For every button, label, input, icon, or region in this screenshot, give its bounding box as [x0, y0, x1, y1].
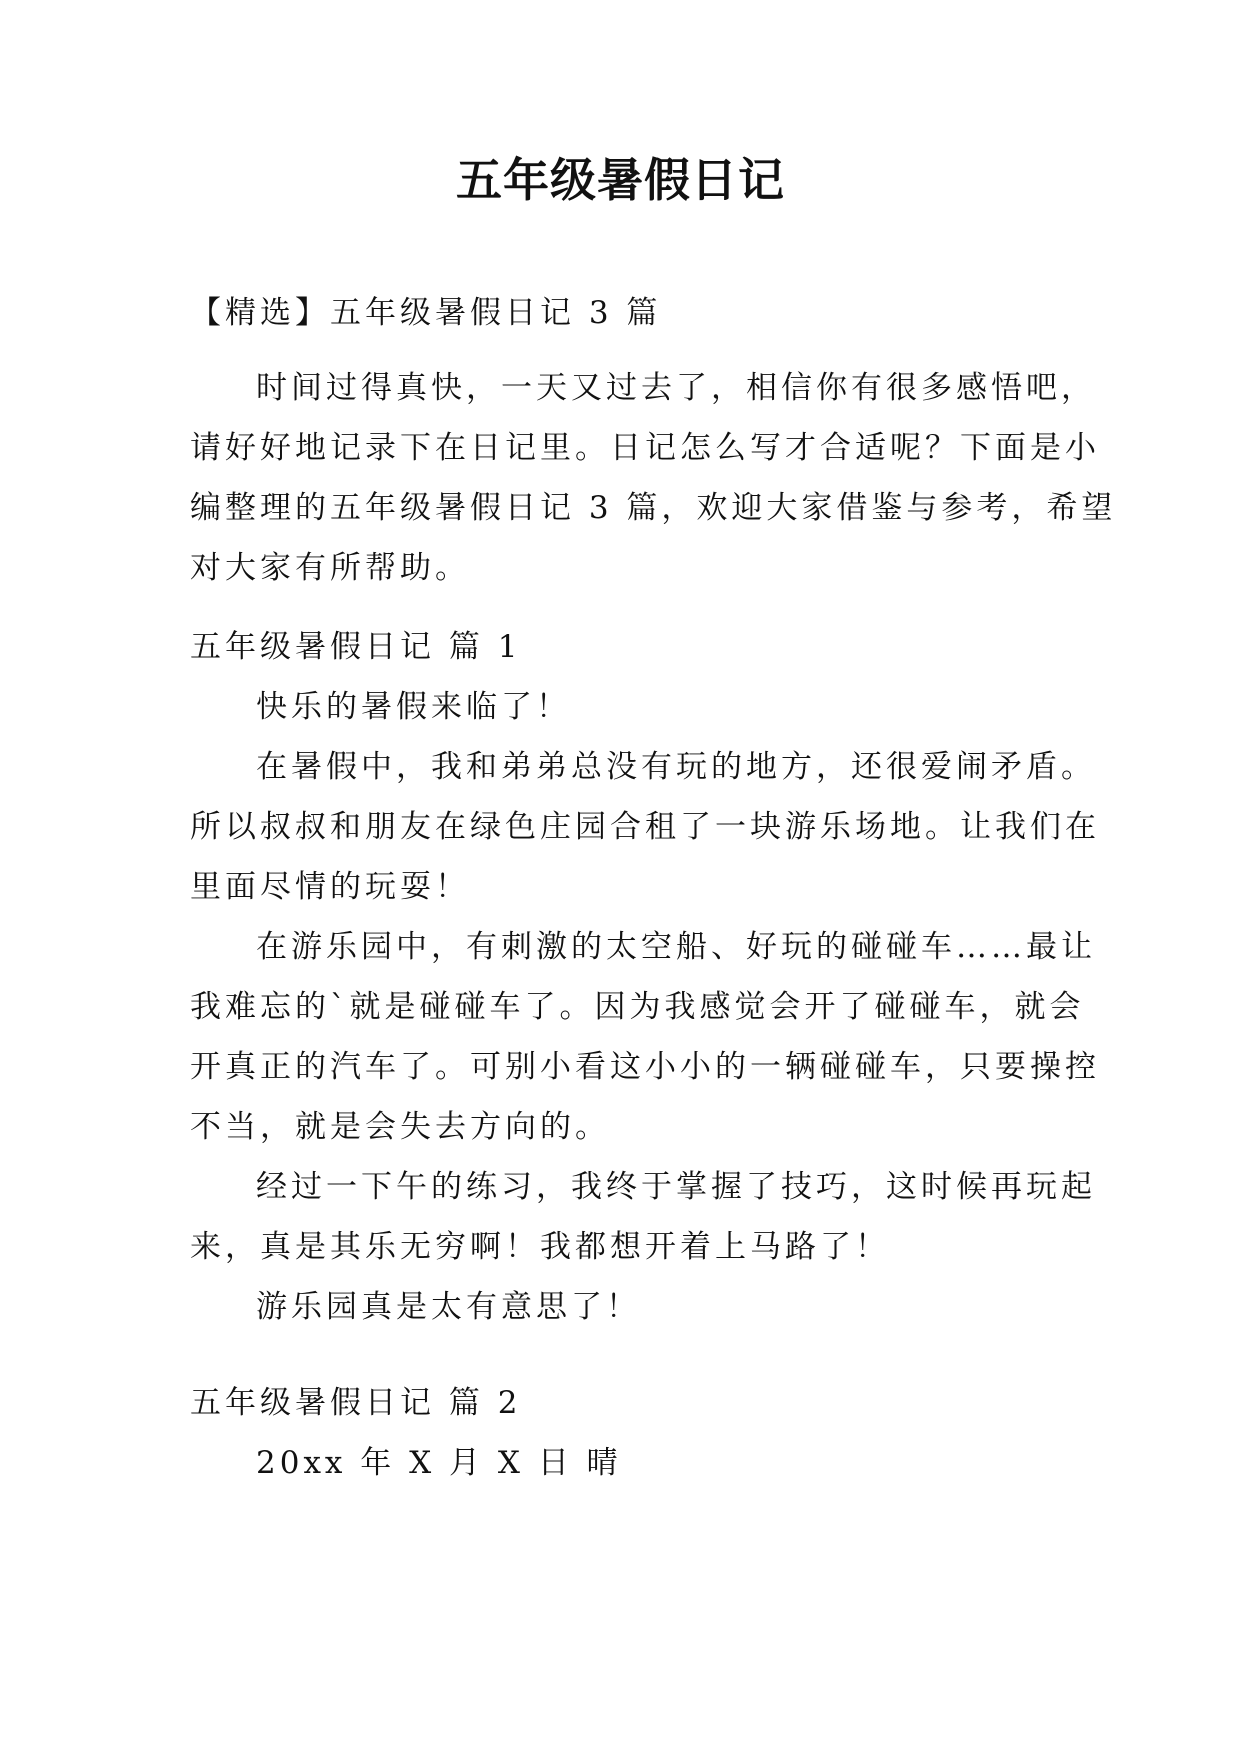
- intro-paragraph: [190, 358, 1117, 598]
- section-1: [190, 617, 1100, 1337]
- body-line: 在暑假中，我和弟弟总没有玩的地方，还很爱闹矛盾。: [256, 749, 1096, 785]
- body-line: 里面尽情的玩耍！: [190, 869, 470, 905]
- section-2: [190, 1373, 1060, 1493]
- document-subtitle-block: [190, 283, 1060, 343]
- body-line: 游乐园真是太有意思了！: [256, 1289, 641, 1325]
- body-line: 20xx 年 X 月 X 日 晴: [256, 1445, 622, 1481]
- body-line: 所以叔叔和朋友在绿色庄园合租了一块游乐场地。让我们在: [190, 809, 1100, 845]
- intro-line: 对大家有所帮助。: [190, 550, 470, 586]
- body-line: 不当，就是会失去方向的。: [190, 1109, 610, 1145]
- body-line: 快乐的暑假来临了！: [256, 689, 571, 725]
- section-heading: 五年级暑假日记 篇 2: [190, 1385, 522, 1421]
- intro-line: 时间过得真快，一天又过去了，相信你有很多感悟吧，: [256, 370, 1096, 406]
- section-heading: 五年级暑假日记 篇 1: [190, 629, 522, 665]
- body-line: 经过一下午的练习，我终于掌握了技巧，这时候再玩起: [256, 1169, 1096, 1205]
- body-line: 在游乐园中，有刺激的太空船、好玩的碰碰车……最让: [256, 929, 1096, 965]
- body-line: 我难忘的`就是碰碰车了。因为我感觉会开了碰碰车，就会: [190, 989, 1085, 1025]
- document-title: 五年级暑假日记: [456, 153, 785, 207]
- intro-line: 编整理的五年级暑假日记 3 篇，欢迎大家借鉴与参考，希望: [190, 490, 1117, 526]
- body-line: 开真正的汽车了。可别小看这小小的一辆碰碰车，只要操控: [190, 1049, 1100, 1085]
- document-subtitle: 【精选】五年级暑假日记 3 篇: [190, 295, 662, 331]
- body-line: 来，真是其乐无穷啊！我都想开着上马路了！: [190, 1229, 890, 1265]
- intro-line: 请好好地记录下在日记里。日记怎么写才合适呢？下面是小: [190, 430, 1100, 466]
